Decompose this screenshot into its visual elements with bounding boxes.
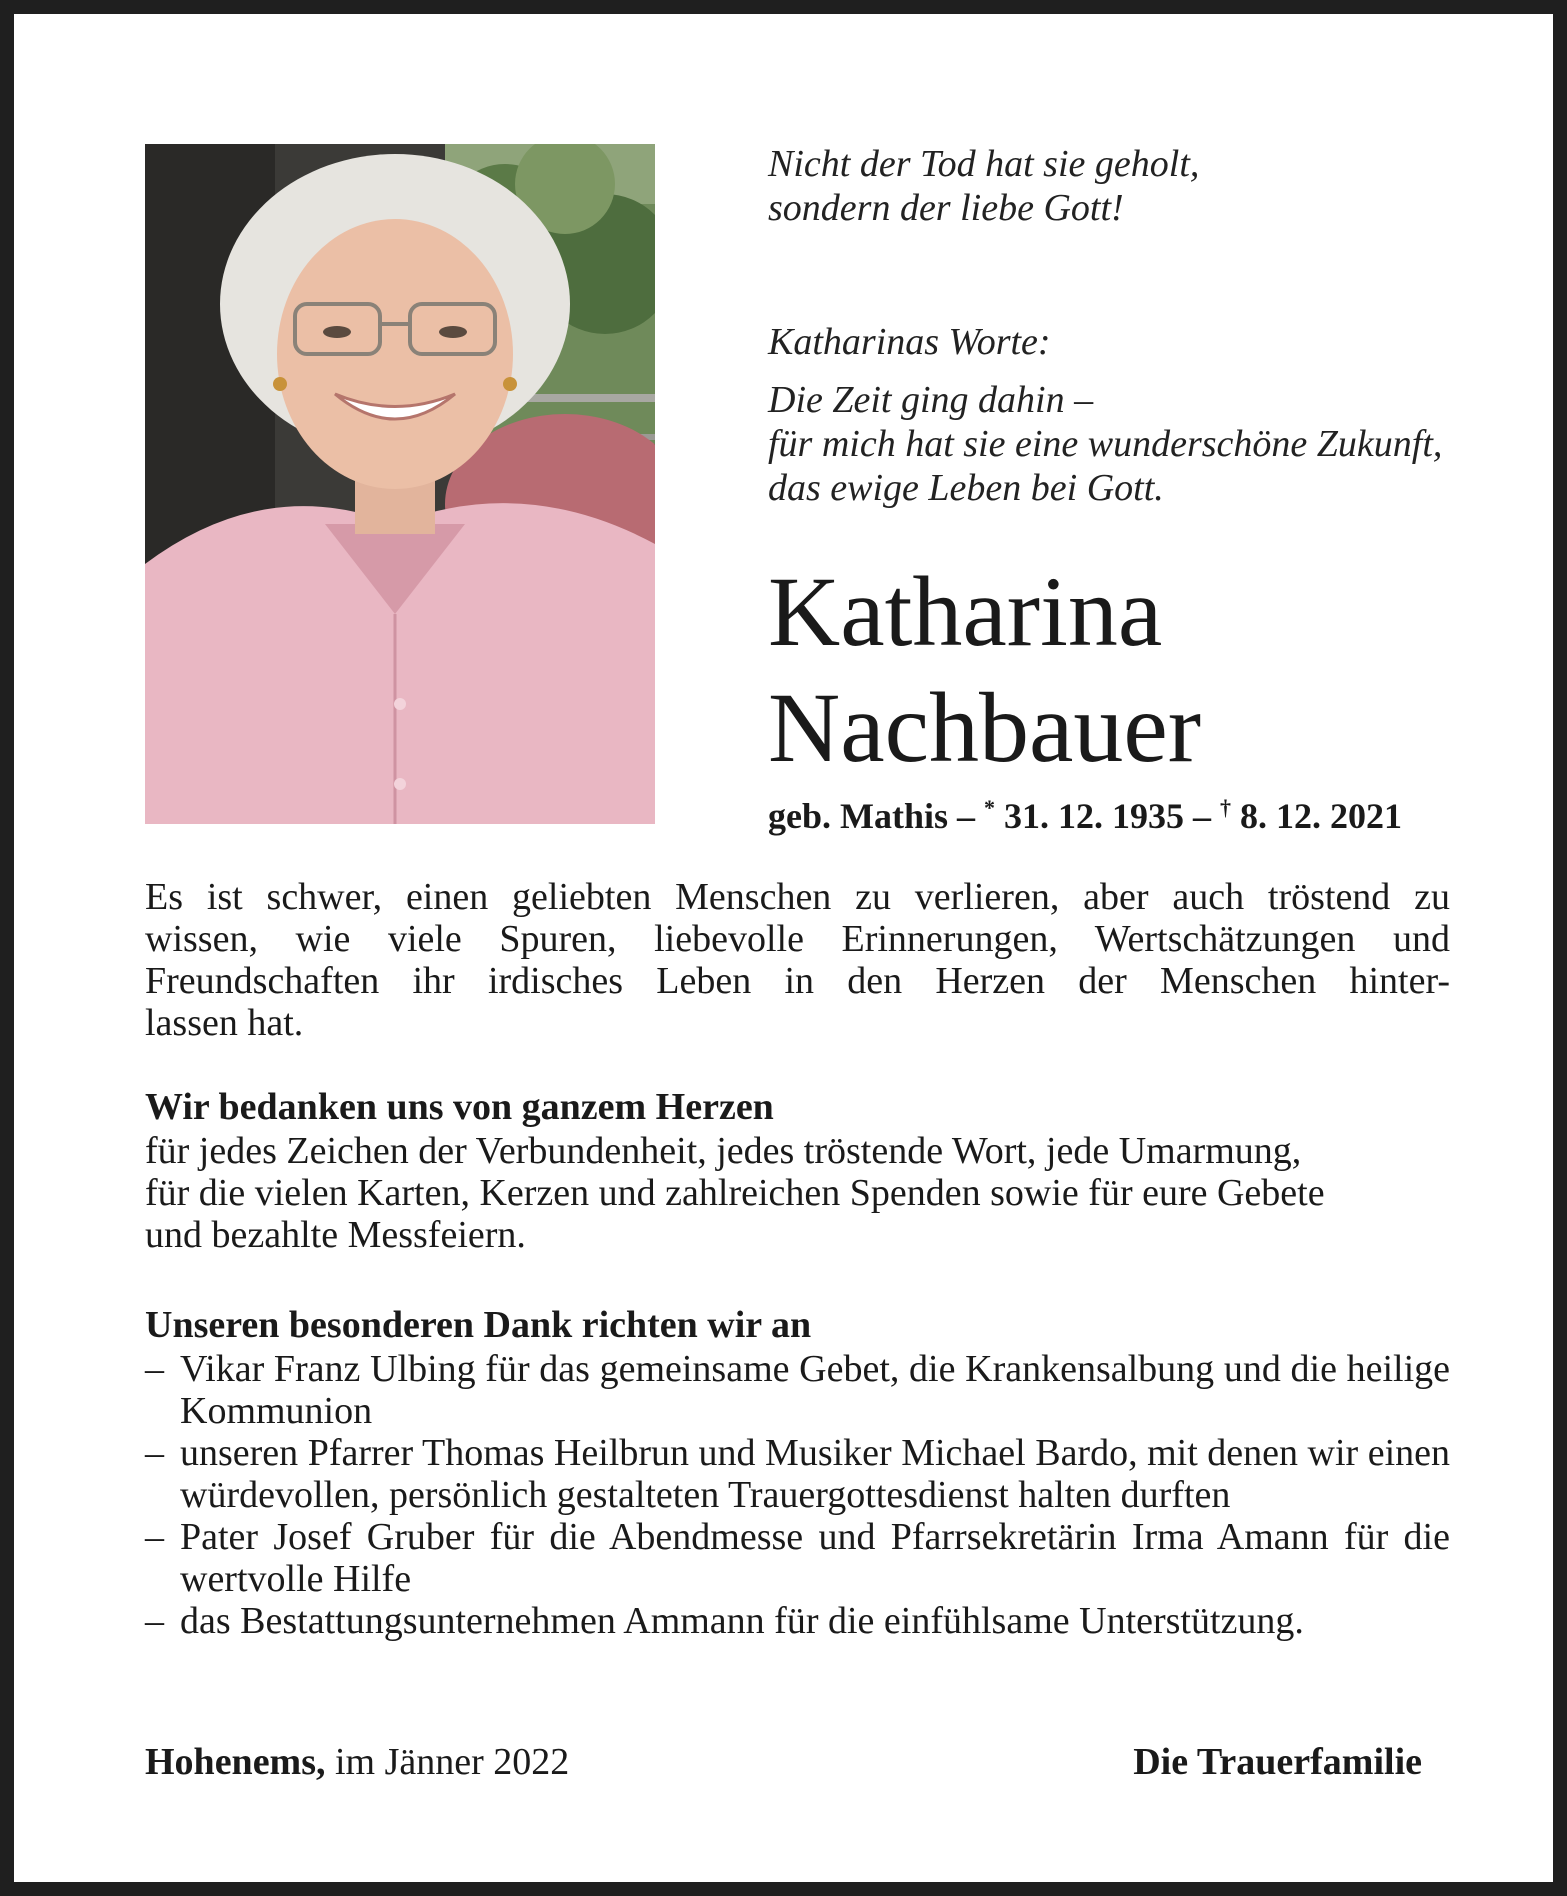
last-name: Nachbauer: [768, 672, 1202, 783]
dash: –: [145, 1348, 164, 1390]
list-item-text: Pater Josef Gruber für die Abendmesse und Pfarrsekretärin Irma Amann für die wertvolle Hilfe: [180, 1516, 1450, 1600]
died-symbol: †: [1220, 795, 1231, 820]
katharinas-words: [768, 320, 1442, 510]
intro-paragraph: [145, 876, 1450, 1044]
paragraph-line: Es ist schwer, einen geliebten Menschen zu verlieren, aber auch tröstend zu: [145, 876, 1450, 918]
paragraph-line: Freundschaften ihr irdisches Leben in den Herzen der Menschen hinter-: [145, 960, 1450, 1002]
quote-line: das ewige Leben bei Gott.: [768, 467, 1164, 509]
deceased-name: [768, 554, 1201, 786]
list-item: [145, 1432, 1450, 1516]
death-date: 8. 12. 2021: [1240, 796, 1402, 836]
paragraph-line: für jedes Zeichen der Verbundenheit, jedes tröstende Wort, jede Umarmung,: [145, 1130, 1302, 1172]
paragraph-line: und bezahlte Messfeiern.: [145, 1214, 526, 1256]
paragraph-line: lassen hat.: [145, 1002, 304, 1044]
special-thanks-heading: Unseren besonderen Dank richten wir an: [145, 1304, 812, 1346]
dash: –: [145, 1516, 164, 1558]
portrait-photo: [145, 144, 655, 824]
signature: Die Trauerfamilie: [1133, 1741, 1422, 1783]
place: Hohenems,: [145, 1741, 326, 1783]
opening-quote: [768, 142, 1199, 230]
list-item-text: das Bestattungsunternehmen Ammann für die einfühlsame Unterstützung.: [180, 1600, 1304, 1642]
quote-intro: Katharinas Worte:: [768, 321, 1051, 363]
quote-line: sondern der liebe Gott!: [768, 187, 1124, 229]
list-item-text: unseren Pfarrer Thomas Heilbrun und Musiker Michael Bardo, mit denen wir einen würdevollen, persönlich gestalteten Trauergottesdienst halten durften: [180, 1432, 1450, 1516]
thanks-heading: Wir bedanken uns von ganzem Herzen: [145, 1086, 774, 1128]
paragraph-line: für die vielen Karten, Kerzen und zahlreichen Spenden sowie für eure Gebete: [145, 1172, 1325, 1214]
dash: –: [145, 1432, 164, 1474]
dash: –: [145, 1600, 164, 1642]
thanks-section: [145, 1086, 1450, 1256]
list-item-text: Vikar Franz Ulbing für das gemeinsame Gebet, die Krankensalbung und die heilige Kommunion: [180, 1348, 1450, 1432]
quote-line: für mich hat sie eine wunderschöne Zukunft,: [768, 423, 1443, 465]
born-symbol: *: [984, 795, 995, 820]
list-item: [145, 1348, 1450, 1432]
birth-date: 31. 12. 1935: [1004, 796, 1184, 836]
quote-line: Die Zeit ging dahin –: [768, 379, 1094, 421]
birth-name: geb. Mathis: [768, 796, 948, 836]
life-dates: geb. Mathis – * 31. 12. 1935 – † 8. 12. 2021: [768, 795, 1402, 836]
special-thanks-list: [145, 1348, 1450, 1642]
paragraph-line: wissen, wie viele Spuren, liebevolle Erinnerungen, Wertschätzungen und: [145, 918, 1450, 960]
list-item: [145, 1516, 1450, 1600]
first-name: Katharina: [768, 556, 1163, 667]
quote-line: Nicht der Tod hat sie geholt,: [768, 143, 1200, 185]
date: im Jänner 2022: [335, 1741, 570, 1783]
special-thanks-section: [145, 1304, 1450, 1642]
list-item: [145, 1600, 1450, 1642]
place-and-date: [145, 1740, 569, 1784]
